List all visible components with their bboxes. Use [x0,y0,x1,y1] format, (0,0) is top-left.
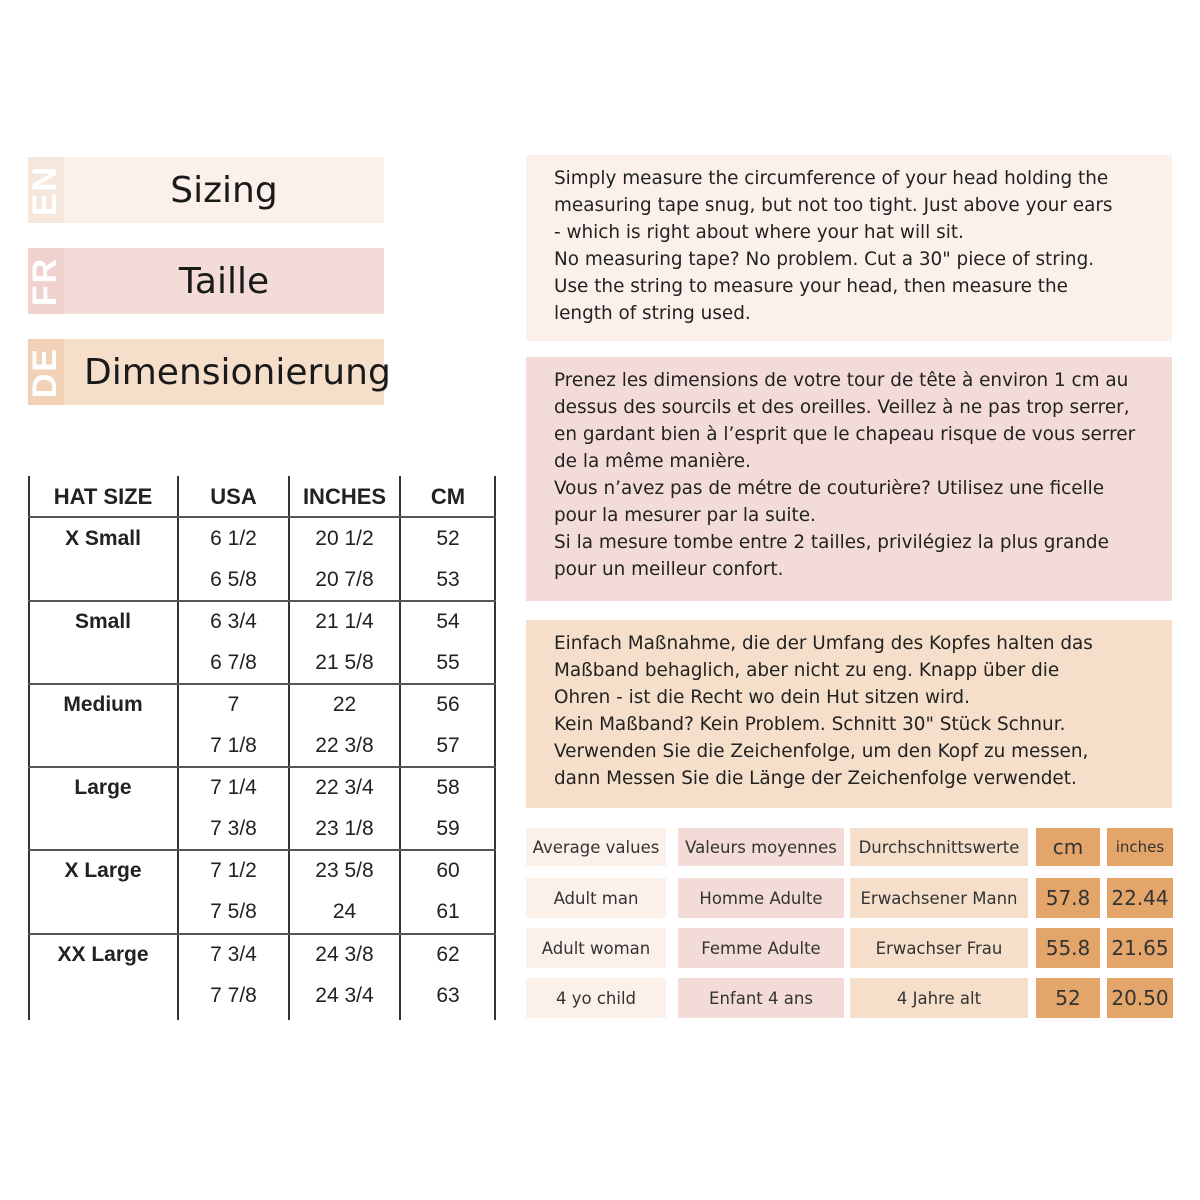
inches-value: 20 7/8 [315,567,374,591]
table-row [28,518,496,559]
heading-en [28,157,384,223]
table-row [28,808,496,849]
table-row [28,767,496,808]
inches-value: 24 3/4 [315,983,374,1007]
usa-value: 7 3/8 [210,816,257,840]
header-inches: INCHES [302,483,387,509]
cm-value: 60 [436,858,460,882]
avg-cm-value: 55.8 [1036,928,1100,968]
instruction-line: Prenez les dimensions de votre tour de tête à environ 1 cm au [554,370,1129,391]
size-name: X Small [65,526,141,550]
lang-code-en: EN [28,157,64,223]
instructions-fr [526,357,1172,601]
instruction-line: measuring tape snug, but not too tight. Just above your ears [554,195,1113,216]
avg-header-de: Durchschnittswerte [850,828,1028,866]
instruction-line: dann Messen Sie die Länge der Zeichenfolge verwendet. [554,768,1077,789]
instruction-line: Kein Maßband? Kein Problem. Schnitt 30" Stück Schnur. [554,714,1066,735]
table-row [28,975,496,1016]
cm-value: 57 [436,733,460,757]
instruction-line: Simply measure the circumference of your head holding the [554,168,1109,189]
instructions-en [526,155,1172,341]
avg-inches-value: 20.50 [1107,978,1173,1018]
heading-de [26,339,391,405]
usa-value: 7 7/8 [210,983,257,1007]
inches-value: 24 3/8 [315,942,374,966]
avg-header-cm: cm [1036,828,1100,866]
cm-value: 59 [436,816,460,840]
usa-value: 7 3/4 [210,942,257,966]
size-name: XX Large [57,942,149,966]
lang-code-fr: FR [28,248,64,314]
usa-value: 6 1/2 [210,526,257,550]
table-row [28,684,496,725]
instruction-line: pour un meilleur confort. [554,559,784,580]
instruction-line: No measuring tape? No problem. Cut a 30" piece of string. [554,249,1095,270]
usa-value: 7 1/2 [210,858,257,882]
heading-title-en: Sizing [170,169,278,211]
cm-value: 55 [436,650,460,674]
usa-value: 6 3/4 [210,609,257,633]
instruction-line: Maßband behaglich, aber nicht zu eng. Knapp über die [554,660,1060,681]
avg-label-de: Erwachser Frau [850,928,1028,968]
heading-fr [28,248,384,314]
instruction-line: Si la mesure tombe entre 2 tailles, privilégiez la plus grande [554,532,1109,553]
table-header-row [28,476,496,517]
avg-header-en: Average values [526,828,666,866]
avg-header-inches: inches [1107,828,1173,866]
avg-inches-value: 21.65 [1107,928,1173,968]
avg-cm-value: 57.8 [1036,878,1100,918]
table-row [28,601,496,642]
cm-value: 61 [436,899,460,923]
usa-value: 7 5/8 [210,899,257,923]
inches-value: 21 1/4 [315,609,374,633]
instruction-line: dessus des sourcils et des oreilles. Veillez à ne pas trop serrer, [554,397,1130,418]
cm-value: 62 [436,942,460,966]
avg-inches-value: 22.44 [1107,878,1173,918]
instruction-line: - which is right about where your hat will sit. [554,222,964,243]
cm-value: 53 [436,567,460,591]
cm-value: 52 [436,526,460,550]
table-row [28,559,496,600]
instructions-de [526,620,1172,808]
size-name: Small [74,609,132,633]
avg-label-fr: Enfant 4 ans [678,978,844,1018]
header-usa: USA [210,483,257,509]
instruction-line: length of string used. [554,303,751,324]
inches-value: 22 3/8 [315,733,374,757]
heading-title-de: Dimensionierung [84,351,391,393]
table-row [28,850,496,891]
avg-label-en: 4 yo child [526,978,666,1018]
header-hat-size: HAT SIZE [53,483,153,509]
size-name: Medium [63,692,143,716]
instruction-line: Ohren - ist die Recht wo dein Hut sitzen wird. [554,687,970,708]
instruction-line: en gardant bien à l’esprit que le chapeau risque de vous serrer [554,424,1136,445]
usa-value: 6 5/8 [210,567,257,591]
heading-title-fr: Taille [178,260,270,302]
avg-label-fr: Femme Adulte [678,928,844,968]
instruction-line: Verwenden Sie die Zeichenfolge, um den Kopf zu messen, [554,741,1089,762]
instruction-line: Einfach Maßnahme, die der Umfang des Kopfes halten das [554,633,1093,654]
instruction-line: Vous n’avez pas de métre de couturière? Utilisez une ficelle [554,478,1105,499]
avg-cm-value: 52 [1036,978,1100,1018]
usa-value: 6 7/8 [210,650,257,674]
instruction-line: pour la mesurer par la suite. [554,505,816,526]
avg-header-fr: Valeurs moyennes [678,828,844,866]
avg-label-de: Erwachsener Mann [850,878,1028,918]
avg-label-de: 4 Jahre alt [850,978,1028,1018]
usa-value: 7 1/4 [210,775,257,799]
usa-value: 7 1/8 [210,733,257,757]
inches-value: 23 5/8 [315,858,374,882]
avg-label-en: Adult man [526,878,666,918]
instruction-line: Use the string to measure your head, then measure the [554,276,1068,297]
cm-value: 63 [436,983,460,1007]
header-cm: CM [430,483,466,509]
table-row [28,642,496,683]
table-row [28,891,496,932]
cm-value: 58 [436,775,460,799]
usa-value: 7 [227,692,240,716]
lang-code-de: DE [28,339,64,405]
instruction-line: de la même manière. [554,451,751,472]
inches-value: 21 5/8 [315,650,374,674]
size-name: Large [74,775,132,799]
avg-label-fr: Homme Adulte [678,878,844,918]
size-name: X Large [64,858,142,882]
inches-value: 22 [332,692,357,716]
cm-value: 54 [436,609,460,633]
inches-value: 23 1/8 [315,816,374,840]
inches-value: 24 [332,899,357,923]
cm-value: 56 [436,692,460,716]
table-row [28,725,496,766]
avg-label-en: Adult woman [526,928,666,968]
inches-value: 22 3/4 [315,775,374,799]
inches-value: 20 1/2 [315,526,374,550]
table-row [28,934,496,975]
